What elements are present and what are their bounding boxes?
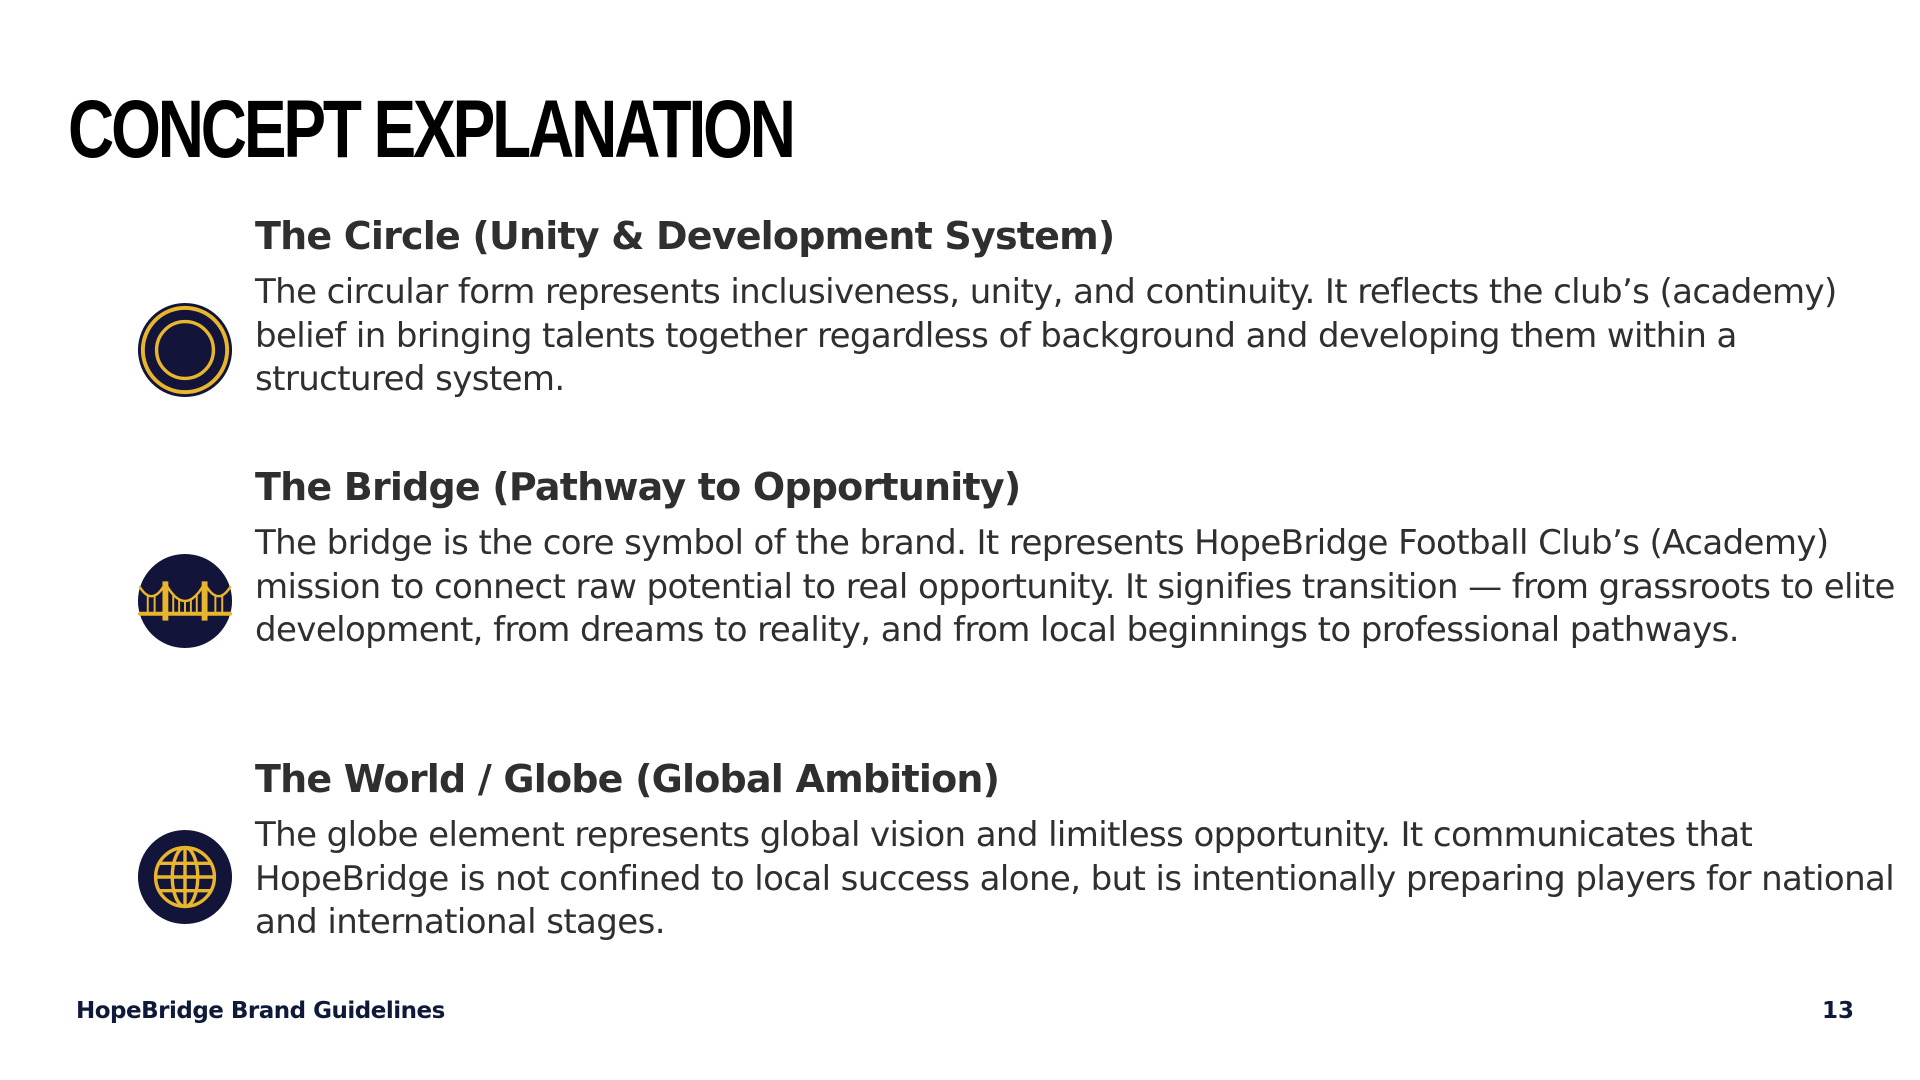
section-title: The World / Globe (Global Ambition) (255, 757, 1000, 801)
circle-icon (136, 301, 234, 399)
page-title: CONCEPT EXPLANATION (68, 84, 793, 175)
globe-icon (136, 828, 234, 926)
section-title: The Circle (Unity & Development System) (255, 214, 1115, 258)
section-body: The circular form represents inclusiveness, unity, and continuity. It reflects the club’s (academy) belief in bringing talents together regardless of background and developing them within a structured system. (255, 272, 1837, 399)
footer-brand: HopeBridge Brand Guidelines (76, 998, 445, 1024)
section-body: The bridge is the core symbol of the brand. It represents HopeBridge Football Club’s (Academy) mission to connect raw potential to real opportunity. It signifies transition — from grassroots to elite development, from dreams to reality, and from local beginnings to professional pathways. (255, 523, 1895, 650)
page-number: 13 (1821, 998, 1854, 1024)
section-title: The Bridge (Pathway to Opportunity) (255, 465, 1021, 509)
bridge-icon (136, 552, 234, 650)
section-body: The globe element represents global vision and limitless opportunity. It communicates that HopeBridge is not confined to local success alone, but is intentionally preparing players for national and international stages. (255, 815, 1895, 942)
